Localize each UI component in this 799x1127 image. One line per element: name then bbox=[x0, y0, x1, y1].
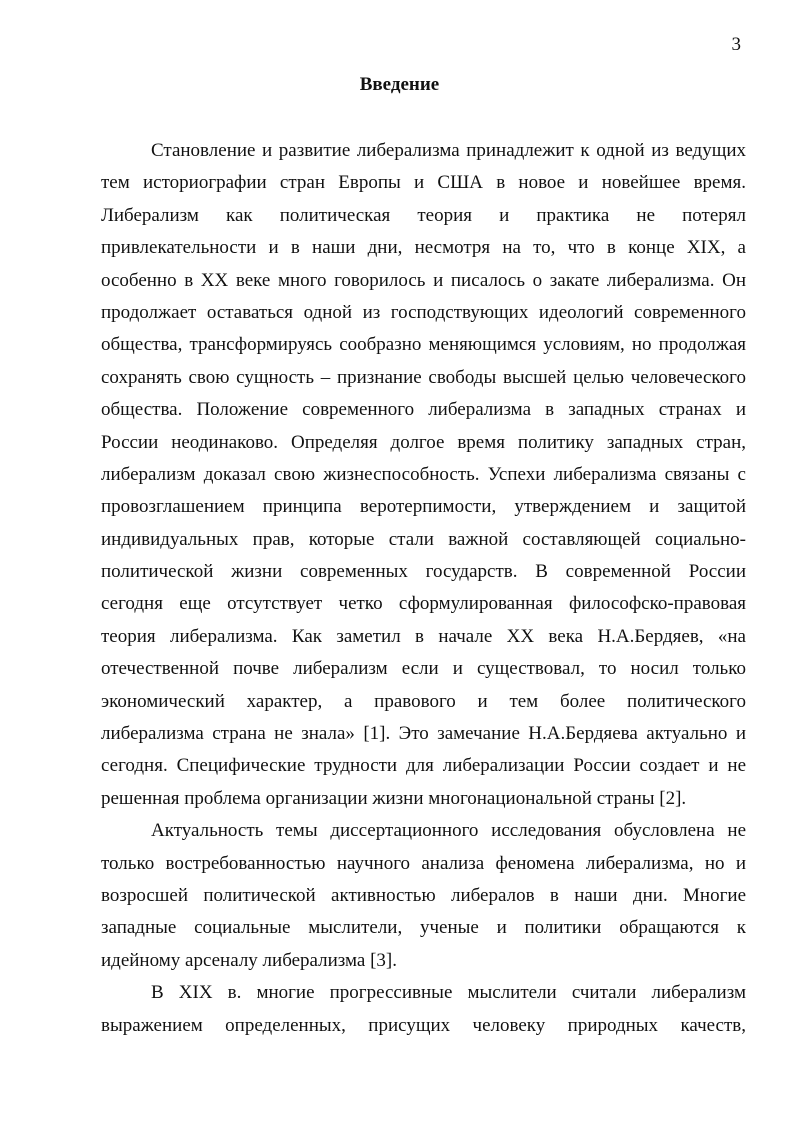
section-title: Введение bbox=[359, 74, 440, 95]
text-line: только востребованностью научного анализа феномена либерализма, но и bbox=[101, 852, 746, 874]
paragraph bbox=[101, 815, 746, 977]
text-line: возросшей политической активностью либералов в наши дни. Многие bbox=[101, 884, 746, 906]
text-line: тем историографии стран Европы и США в новое и новейшее время. bbox=[101, 172, 746, 194]
text-line: экономический характер, а правового и тем более политического bbox=[101, 690, 746, 712]
text-line: решенная проблема организации жизни многонациональной страны [2]. bbox=[101, 787, 687, 809]
paragraph bbox=[101, 135, 746, 815]
text-line: политической жизни современных государств. В современной России bbox=[101, 561, 746, 583]
text-line: либерализм доказал свою жизнеспособность. Успехи либерализма связаны с bbox=[101, 463, 746, 485]
text-line: западные социальные мыслители, ученые и политики обращаются к bbox=[101, 917, 746, 939]
text-line: общества, трансформируясь сообразно меняющимся условиям, но продолжая bbox=[101, 334, 746, 356]
text-line: продолжает оставаться одной из господствующих идеологий современного bbox=[101, 301, 746, 323]
text-line: теория либерализма. Как заметил в начале ХХ века Н.А.Бердяев, «на bbox=[101, 625, 746, 647]
paragraph bbox=[101, 977, 746, 1042]
text-line: Либерализм как политическая теория и практика не потерял bbox=[101, 204, 746, 226]
text-line: Актуальность темы диссертационного исследования обусловлена не bbox=[151, 820, 746, 842]
text-line: идейному арсеналу либерализма [3]. bbox=[101, 949, 398, 971]
text-line: индивидуальных прав, которые стали важной составляющей социально- bbox=[101, 528, 746, 550]
text-line: особенно в ХХ веке много говорилось и писалось о закате либерализма. Он bbox=[101, 269, 746, 291]
text-line: России неодинаково. Определяя долгое время политику западных стран, bbox=[101, 431, 746, 453]
text-line: привлекательности и в наши дни, несмотря на то, что в конце XIX, а bbox=[101, 237, 746, 259]
text-line: сегодня. Специфические трудности для либерализации России создает и не bbox=[101, 755, 746, 777]
text-line: отечественной почве либерализм если и существовал, то носил только bbox=[101, 658, 746, 680]
body-text bbox=[101, 135, 746, 1042]
text-line: сегодня еще отсутствует четко сформулированная философско-правовая bbox=[101, 593, 746, 615]
page-number: 3 bbox=[731, 34, 741, 55]
text-line: либерализма страна не знала» [1]. Это замечание Н.А.Бердяева актуально и bbox=[101, 723, 746, 745]
text-line: Становление и развитие либерализма принадлежит к одной из ведущих bbox=[151, 140, 746, 161]
text-line: провозглашением принципа веротерпимости, утверждением и защитой bbox=[101, 496, 746, 518]
text-line: выражением определенных, присущих человеку природных качеств, bbox=[101, 1014, 746, 1036]
text-line: В XIX в. многие прогрессивные мыслители считали либерализм bbox=[151, 982, 746, 1004]
text-line: сохранять свою сущность – признание свободы высшей целью человеческого bbox=[101, 366, 746, 388]
text-line: общества. Положение современного либерализма в западных странах и bbox=[101, 399, 746, 421]
